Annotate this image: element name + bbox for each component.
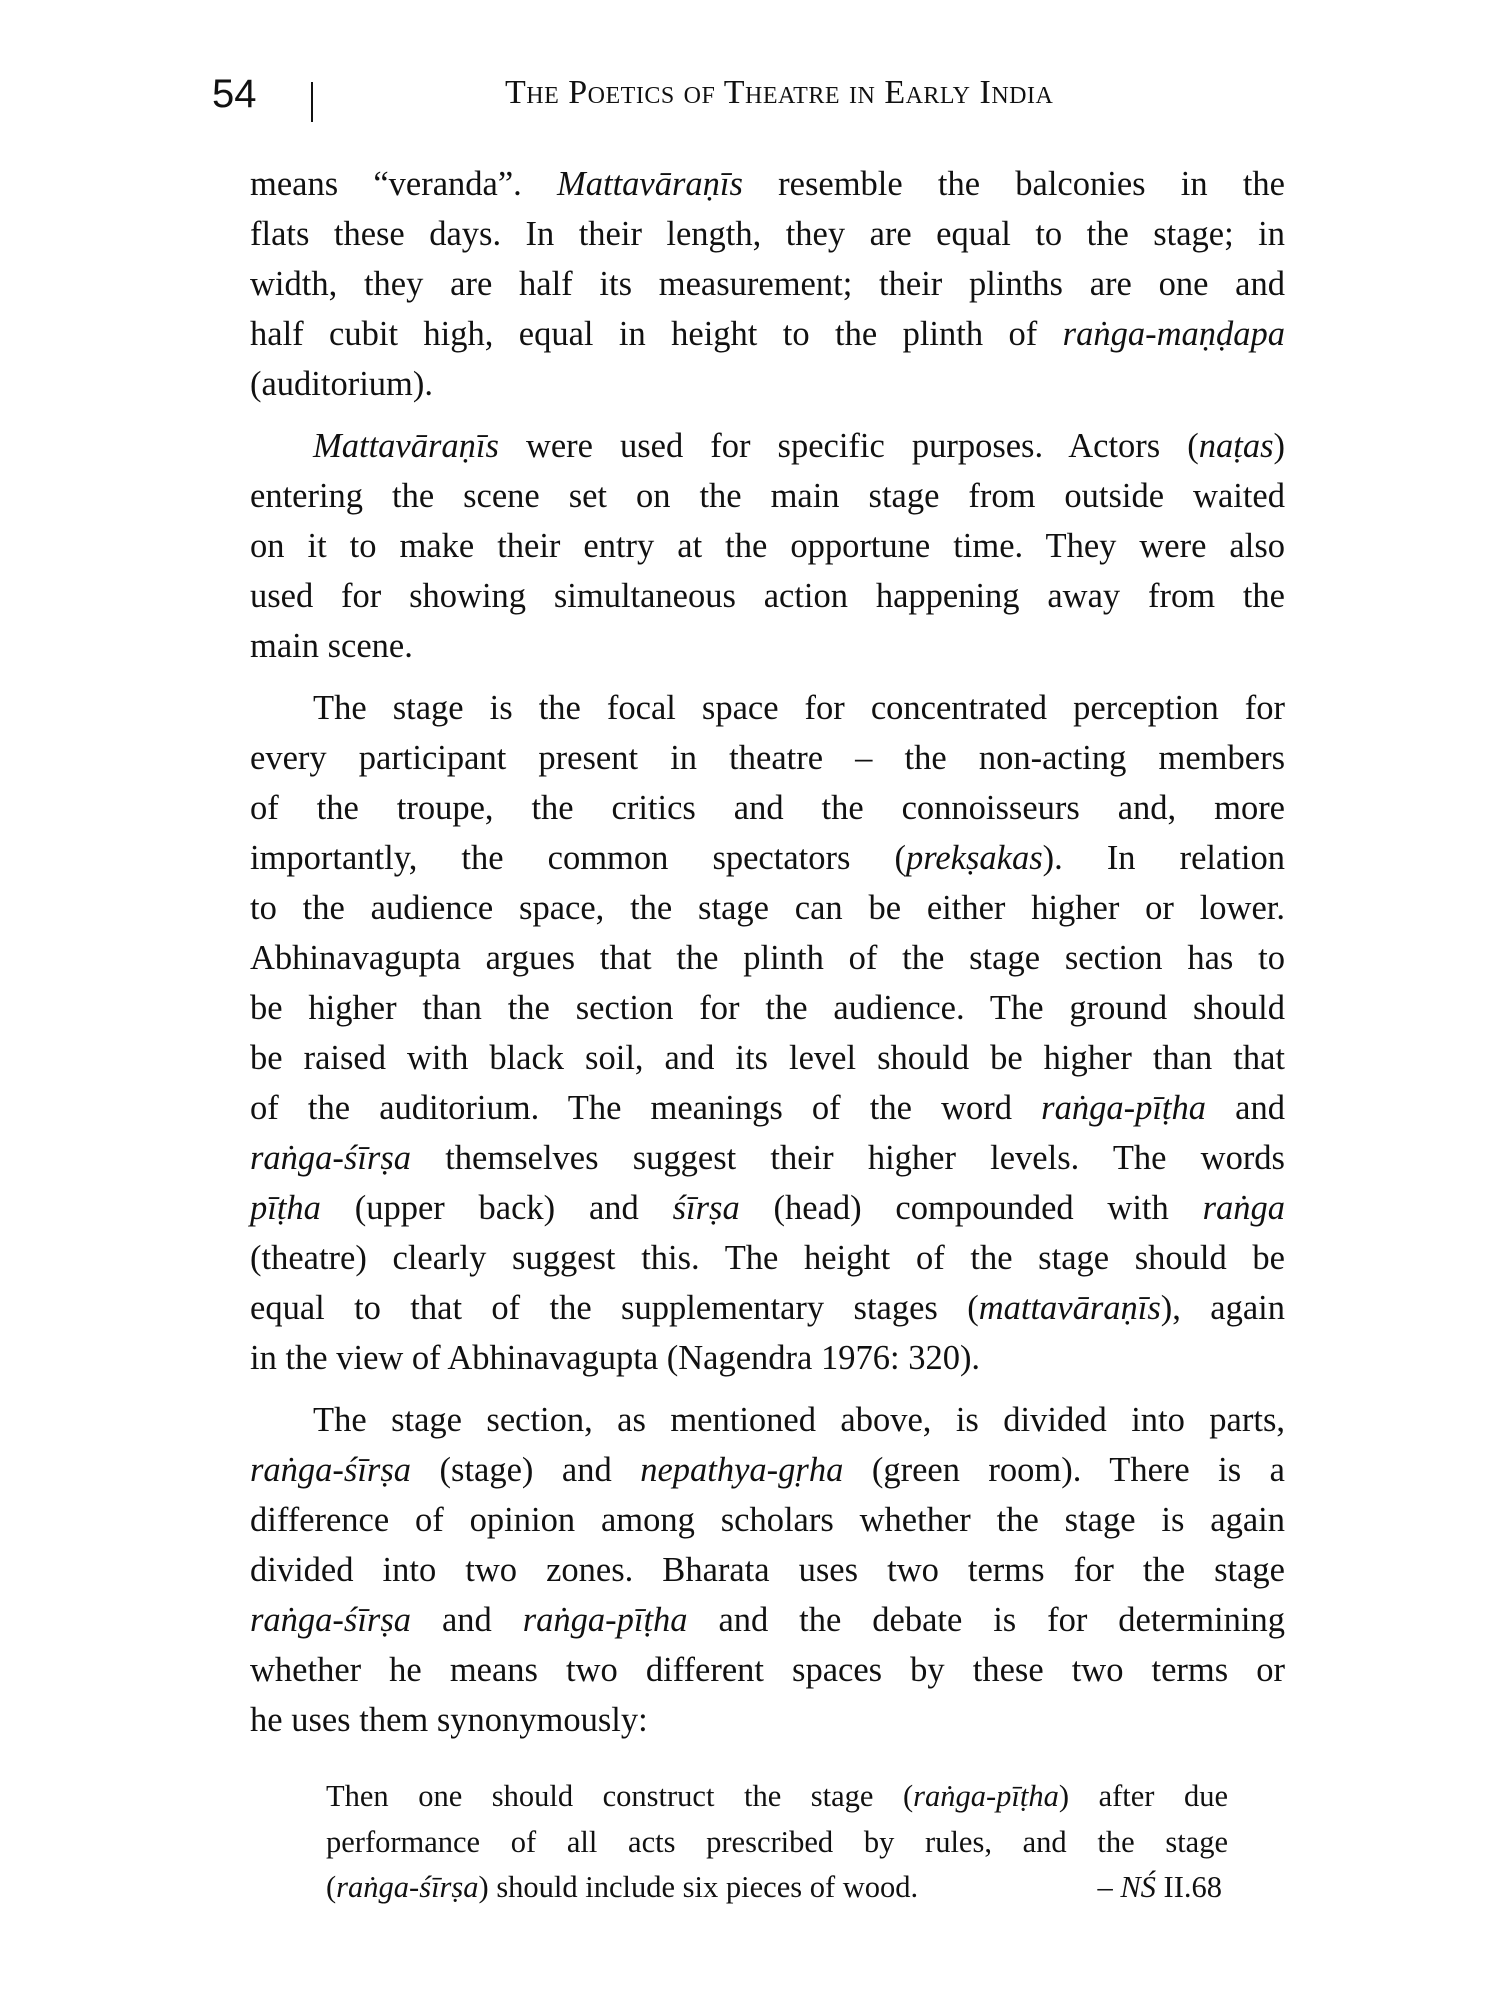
italic-term: raṅga-śīrṣa (250, 1139, 412, 1177)
text-run: (auditorium). (250, 365, 433, 403)
text-line (250, 259, 1285, 309)
text-run: difference of opinion among scholars whether the stage is again (250, 1501, 1285, 1539)
text-line (250, 933, 1285, 983)
text-run: ) after due (1058, 1779, 1228, 1813)
text-run: on it to make their entry at the opportune time. They were also (250, 527, 1285, 565)
text-line (250, 1183, 1285, 1233)
text-run: whether he means two different spaces by these two terms or (250, 1651, 1285, 1689)
text-line (250, 1595, 1285, 1645)
text-line (250, 1645, 1285, 1695)
italic-term: raṅga-pīṭha (913, 1779, 1059, 1813)
text-run: (theatre) clearly suggest this. The height of the stage should be (250, 1239, 1285, 1277)
text-run: ). In relation (1042, 839, 1285, 877)
quote-line (326, 1865, 1228, 1911)
quote-text (326, 1865, 918, 1911)
text-run: ( (326, 1870, 337, 1904)
paragraph (250, 1395, 1285, 1745)
text-run: resemble the balconies in the (742, 165, 1285, 203)
quote-line (326, 1820, 1228, 1866)
text-run: half cubit high, equal in height to the plinth of (250, 315, 1063, 353)
text-run: II.68 (1155, 1870, 1222, 1904)
text-run: (upper back) and (320, 1189, 673, 1227)
italic-term: nepathya-gṛha (640, 1451, 844, 1489)
text-line (250, 783, 1285, 833)
text-line (250, 359, 1285, 409)
text-run: he uses them synonymously: (250, 1701, 648, 1739)
italic-term: raṅga-śīrṣa (336, 1870, 479, 1904)
text-run: ), again (1160, 1289, 1285, 1327)
italic-term: raṅga-pīṭha (1041, 1089, 1207, 1127)
text-run: and (1206, 1089, 1285, 1127)
text-run: main scene. (250, 627, 413, 665)
text-line (250, 683, 1285, 733)
text-line (250, 983, 1285, 1033)
italic-term: raṅga-śīrṣa (250, 1601, 412, 1639)
text-run: were used for specific purposes. Actors ( (498, 427, 1199, 465)
text-run: to the audience space, the stage can be either higher or lower. (250, 889, 1285, 927)
text-run: performance of all acts prescribed by rules, and the stage (326, 1824, 1228, 1859)
running-title: The Poetics of Theatre in Early India (505, 74, 1054, 111)
italic-term: raṅga-maṇḍapa (1062, 315, 1285, 353)
text-run: and (411, 1601, 523, 1639)
text-line (250, 1283, 1285, 1333)
paragraph (250, 159, 1285, 409)
text-run: width, they are half its measurement; their plinths are one and (250, 265, 1285, 303)
text-run: equal to that of the supplementary stages ( (250, 1289, 979, 1327)
text-run: ) should include six pieces of wood. (478, 1870, 919, 1904)
text-run: Abhinavagupta argues that the plinth of the stage section has to (250, 939, 1285, 977)
text-run: The stage section, as mentioned above, is divided into parts, (313, 1401, 1285, 1439)
text-run: and the debate is for determining (687, 1601, 1285, 1639)
text-line (250, 1033, 1285, 1083)
paragraph (250, 421, 1285, 671)
quote-line (326, 1774, 1228, 1820)
text-run: (green room). There is a (843, 1451, 1285, 1489)
quote-citation (1097, 1865, 1228, 1911)
text-run: importantly, the common spectators ( (250, 839, 906, 877)
text-line (250, 621, 1285, 671)
text-run: The stage is the focal space for concentrated perception for (313, 689, 1285, 727)
text-line (250, 733, 1285, 783)
text-line (250, 1445, 1285, 1495)
text-run: be higher than the section for the audience. The ground should (250, 989, 1285, 1027)
italic-term: raṅga-pīṭha (522, 1601, 688, 1639)
text-run: used for showing simultaneous action happening away from the (250, 577, 1285, 615)
italic-term: raṅga (1202, 1189, 1286, 1227)
text-run: Then one should construct the stage ( (326, 1779, 914, 1813)
text-line (250, 159, 1285, 209)
body-text (250, 159, 1285, 1757)
text-line (250, 521, 1285, 571)
text-line (250, 471, 1285, 521)
text-run: entering the scene set on the main stage from outside waited (250, 477, 1285, 515)
text-line (250, 1495, 1285, 1545)
text-run: themselves suggest their higher levels. The words (411, 1139, 1285, 1177)
text-run: ) (1273, 427, 1285, 465)
italic-term: Mattavāraṇīs (313, 427, 499, 465)
text-run: of the troupe, the critics and the connoisseurs and, more (250, 789, 1285, 827)
text-run: in the view of Abhinavagupta (Nagendra 1976: 320). (250, 1339, 981, 1377)
page-number: 54 (212, 72, 257, 116)
text-run: means “veranda”. (250, 165, 558, 203)
italic-term: naṭas (1198, 427, 1274, 465)
block-quote (326, 1774, 1228, 1911)
text-run: of the auditorium. The meanings of the word (250, 1089, 1042, 1127)
text-run: (head) compounded with (739, 1189, 1203, 1227)
italic-term: raṅga-śīrṣa (250, 1451, 412, 1489)
text-line (250, 209, 1285, 259)
text-run: – (1097, 1870, 1121, 1904)
text-run: divided into two zones. Bharata uses two terms for the stage (250, 1551, 1285, 1589)
text-run: every participant present in theatre – the non-acting members (250, 739, 1285, 777)
text-run: flats these days. In their length, they are equal to the stage; in (250, 215, 1285, 253)
text-line (250, 421, 1285, 471)
text-line (250, 833, 1285, 883)
text-line (250, 1083, 1285, 1133)
text-line (250, 1395, 1285, 1445)
text-line (250, 571, 1285, 621)
text-run: be raised with black soil, and its level should be higher than that (250, 1039, 1285, 1077)
paragraph (250, 683, 1285, 1383)
text-line (250, 1695, 1285, 1745)
italic-term: prekṣakas (905, 839, 1043, 877)
text-line (250, 1233, 1285, 1283)
italic-term: NŚ (1120, 1870, 1156, 1904)
italic-term: śīrṣa (672, 1189, 740, 1227)
italic-term: Mattavāraṇīs (557, 165, 743, 203)
text-line (250, 1133, 1285, 1183)
text-run: (stage) and (411, 1451, 641, 1489)
text-line (250, 883, 1285, 933)
text-line (250, 1545, 1285, 1595)
italic-term: mattavāraṇīs (978, 1289, 1161, 1327)
italic-term: pīṭha (250, 1189, 321, 1227)
text-line (250, 309, 1285, 359)
header-separator (311, 82, 313, 122)
text-line (250, 1333, 1285, 1383)
